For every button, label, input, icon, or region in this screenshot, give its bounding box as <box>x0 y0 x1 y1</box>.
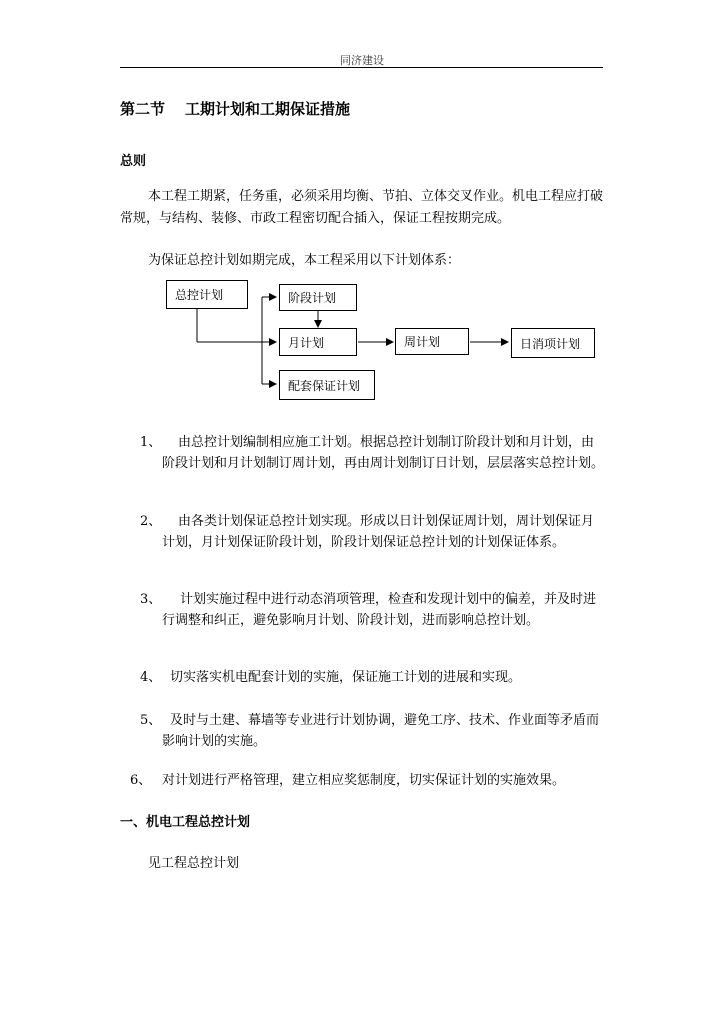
box-month-plan: 月计划 <box>279 328 357 356</box>
intro-paragraph: 本工程工期紧，任务重，必须采用均衡、节拍、立体交叉作业。机电工程应打破常规，与结构、装修、市政工程密切配合插入，保证工程按期完成。 <box>120 189 604 226</box>
general-heading: 总则 <box>120 154 147 169</box>
list-item-text: 及时与土建、幕墙等专业进行计划协调，避免工序、技术、作业面等矛盾而影响计划的实施。 <box>162 713 600 749</box>
box-daily-plan: 日消项计划 <box>511 328 595 358</box>
section-title-text: 工期计划和工期保证措施 <box>185 100 351 118</box>
section-title <box>120 98 350 119</box>
list-item-text: 由总控计划编制相应施工计划。根据总控计划制订阶段计划和月计划，由阶段计划和月计划制订周计划，再由周计划制订日计划，层层落实总控计划。 <box>162 435 605 471</box>
subsection-text: 见工程总控计划 <box>148 856 240 871</box>
list-item-number: 3、 <box>140 592 162 607</box>
list-item-text: 切实落实机电配套计划的实施，保证施工计划的进展和实现。 <box>170 670 522 685</box>
list-item <box>140 589 604 655</box>
list-item-number: 5、 <box>140 713 162 728</box>
page-header: 同济建设 <box>340 54 384 67</box>
box-master-plan: 总控计划 <box>166 280 248 309</box>
list-item-text: 由各类计划保证总控计划实现。形成以日计划保证周计划，周计划保证月计划，月计划保证阶段计划，阶段计划保证总控计划的计划保证体系。 <box>162 514 595 550</box>
list-item-number: 6、 <box>130 773 152 788</box>
list-item <box>130 770 606 792</box>
list-item <box>140 710 604 754</box>
list-item-number: 4、 <box>140 670 162 685</box>
box-week-plan: 周计划 <box>395 328 469 355</box>
list-item-number: 1、 <box>140 435 162 450</box>
list-item-text: 对计划进行严格管理，建立相应奖惩制度，切实保证计划的实施效果。 <box>162 773 566 788</box>
box-stage-plan: 阶段计划 <box>279 284 357 311</box>
list-item <box>140 667 604 689</box>
plan-intro: 为保证总控计划如期完成，本工程采用以下计划体系： <box>148 253 461 268</box>
list-item <box>140 432 604 498</box>
subsection-heading: 一、机电工程总控计划 <box>120 815 251 830</box>
box-support-plan: 配套保证计划 <box>279 370 375 400</box>
list-item-text: 计划实施过程中进行动态消项管理，检查和发现计划中的偏差，并及时进行调整和纠正，避免影响月计划、阶段计划，进而影响总控计划。 <box>162 592 597 628</box>
list-item-number: 2、 <box>140 514 162 529</box>
list-item <box>140 511 604 577</box>
section-number: 第二节 <box>120 100 166 118</box>
header-rule <box>120 67 603 68</box>
